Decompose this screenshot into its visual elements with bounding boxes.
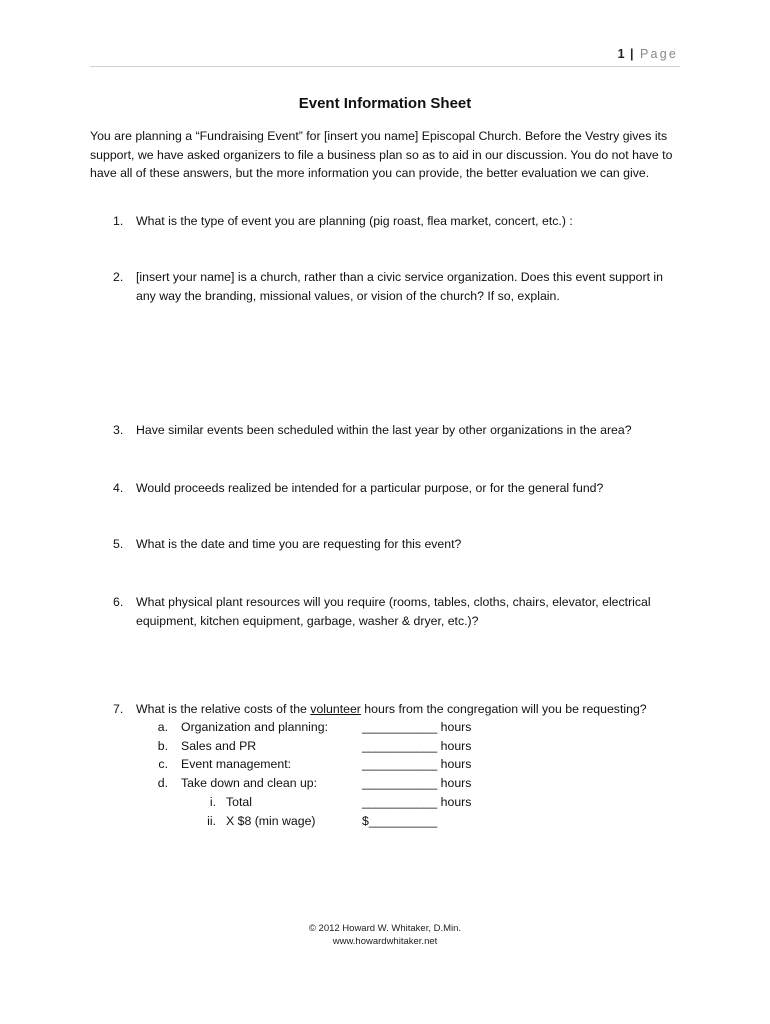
question-2 — [113, 268, 679, 305]
cost-item-blank[interactable]: ___________ hours — [362, 720, 472, 734]
question-number: 6. — [113, 595, 124, 609]
cost-item-blank[interactable]: ___________ hours — [362, 757, 472, 771]
cost-subitem-i — [0, 793, 770, 812]
question-text-underlined: volunteer — [310, 702, 361, 716]
question-5 — [113, 535, 679, 554]
page-word: Page — [640, 47, 678, 61]
page-header — [90, 44, 680, 67]
question-1 — [113, 212, 679, 231]
question-text: What is the type of event you are planning (pig roast, flea market, concert, etc.) : — [136, 214, 573, 228]
intro-paragraph: You are planning a “Fundraising Event” for [insert you name] Episcopal Church. Before the Vestry gives its support, we have asked organizers to file a business plan so as to aid in our discussion. You do not have to have all of these answers, but the more information you can provide, the better evaluation we can give. — [90, 129, 673, 181]
cost-subitem-blank[interactable]: $__________ — [362, 814, 438, 828]
question-number: 7. — [113, 702, 124, 716]
question-text-before: What is the relative costs of the — [136, 702, 311, 716]
cost-item-text: Take down and clean up: — [181, 776, 318, 790]
question-number: 5. — [113, 537, 124, 551]
page-number-label — [618, 47, 678, 61]
page-footer — [0, 922, 770, 948]
question-text: Would proceeds realized be intended for a particular purpose, or for the general fund? — [136, 481, 604, 495]
cost-item-label: b. — [157, 739, 168, 753]
question-4 — [113, 479, 679, 498]
cost-item-text: Event management: — [181, 757, 292, 771]
question-text — [136, 700, 679, 719]
question-text: What is the date and time you are requesting for this event? — [136, 537, 462, 551]
question-number: 4. — [113, 481, 124, 495]
footer-website: www.howardwhitaker.net — [332, 936, 438, 947]
question-3 — [113, 421, 679, 440]
question-text: What physical plant resources will you require (rooms, tables, cloths, chairs, elevator, electrical equipment, kitchen equipment, garbage, washer & dryer, etc.)? — [136, 595, 651, 628]
page-number: 1 — [617, 47, 625, 61]
cost-item-text: Sales and PR — [181, 739, 257, 753]
cost-item-d — [0, 774, 770, 793]
cost-item-b — [0, 737, 770, 756]
question-7 — [113, 700, 679, 719]
cost-subitem-ii — [0, 812, 770, 831]
cost-item-label: d. — [157, 776, 168, 790]
cost-item-label: c. — [158, 757, 168, 771]
footer-copyright: © 2012 Howard W. Whitaker, D.Min. — [308, 923, 462, 934]
cost-subitem-text: Total — [226, 795, 252, 809]
cost-item-label: a. — [157, 720, 168, 734]
cost-item-blank[interactable]: ___________ hours — [362, 776, 472, 790]
question-text-after: hours from the congregation will you be requesting? — [360, 702, 647, 716]
cost-item-text: Organization and planning: — [181, 720, 328, 734]
cost-subitem-blank[interactable]: ___________ hours — [362, 795, 472, 809]
question-6 — [113, 593, 679, 630]
cost-item-blank[interactable]: ___________ hours — [362, 739, 472, 753]
cost-item-c — [0, 755, 770, 774]
question-number: 3. — [113, 423, 124, 437]
question-number: 1. — [113, 214, 124, 228]
page-separator: | — [630, 47, 634, 61]
question-number: 2. — [113, 270, 124, 284]
question-text: [insert your name] is a church, rather than a civic service organization. Does this event support in any way the branding, missional values, or vision of the church? If so, explain. — [136, 270, 663, 303]
question-text: Have similar events been scheduled within the last year by other organizations in the area? — [136, 423, 632, 437]
cost-item-a — [0, 718, 770, 737]
document-title: Event Information Sheet — [298, 95, 472, 112]
cost-subitem-label: i. — [209, 795, 216, 809]
cost-subitem-label: ii. — [207, 814, 216, 828]
cost-subitem-text: X $8 (min wage) — [226, 814, 316, 828]
